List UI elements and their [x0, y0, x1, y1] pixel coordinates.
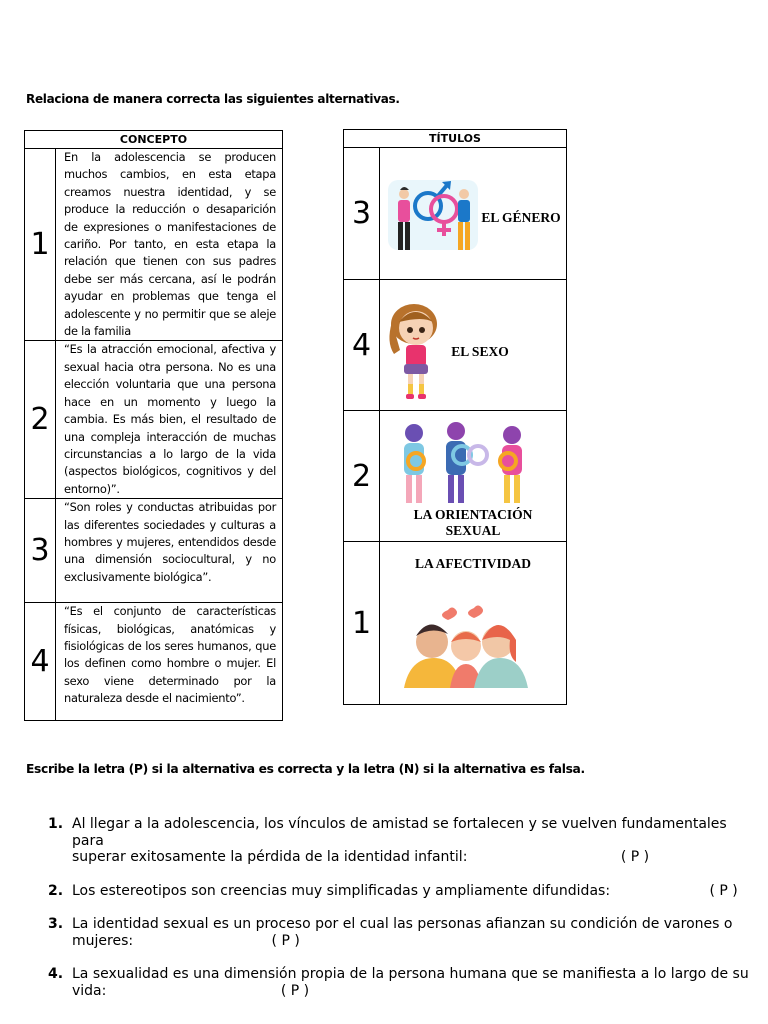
- list-item: [48, 816, 762, 866]
- statement-text: La identidad sexual es un proceso por el cual las personas afianzan su condición de varones o: [72, 916, 733, 932]
- statement-text: superar exitosamente la pérdida de la identidad infantil:: [72, 849, 468, 865]
- titulos-header: TÍTULOS: [344, 130, 567, 148]
- answer-mark: ( P ): [280, 982, 310, 999]
- concepto-text: “Es la atracción emocional, afectiva y sexual hacia otra persona. No es una elección voluntaria que una persona hace en un momento y luego la cambia. Es más bien, el resultado de una compleja interacción de muchas circunstancias a lo largo de la vida (aspectos biológicos, cognitivos y del entorno)”.: [56, 341, 283, 499]
- concepto-text: En la adolescencia se producen muchos cambios, en esta etapa creamos nuestra identidad, y se produce la reducción o desaparición de expresiones o manifestaciones de cariño. Por tanto, en esta etapa la relación que tienen con sus padres debe ser más cercana, así le podrán ayudar en problemas que tenga el adolescente y no permitir que se aleje de la familia: [56, 149, 283, 341]
- girl-illustration: [384, 300, 444, 406]
- titulos-table: [343, 129, 567, 705]
- statement-text: vida:: [72, 982, 107, 999]
- titulo-number: 1: [344, 542, 380, 705]
- concepto-table: [24, 130, 283, 721]
- titulo-number: 4: [344, 280, 380, 411]
- concepto-number: 2: [25, 341, 56, 499]
- item-number: 4.: [48, 966, 64, 982]
- titulo-cell-afectividad: [380, 542, 567, 705]
- titulo-label: EL SEXO: [451, 344, 509, 359]
- titulo-number: 2: [344, 411, 380, 542]
- concepto-number: 4: [25, 603, 56, 721]
- statement-text: La sexualidad es una dimensión propia de la persona humana que se manifiesta a lo largo de su: [72, 966, 749, 982]
- answer-mark: ( P ): [620, 849, 650, 865]
- statements-list: [48, 816, 762, 1016]
- statement-text: Al llegar a la adolescencia, los vínculos de amistad se fortalecen y se vuelven fundamentales para: [72, 816, 727, 849]
- gender-symbols-illustration: [388, 176, 480, 260]
- statement-text: mujeres:: [72, 932, 134, 949]
- item-number: 3.: [48, 916, 64, 932]
- list-item: [48, 916, 762, 949]
- diverse-couples-illustration: [394, 421, 538, 505]
- concepto-header: CONCEPTO: [25, 131, 283, 149]
- statement-text: Los estereotipos son creencias muy simplificadas y ampliamente difundidas:: [72, 882, 611, 899]
- answer-mark: ( P ): [709, 882, 738, 899]
- list-item: [48, 882, 762, 900]
- answer-mark: ( P ): [271, 932, 300, 949]
- titulo-cell-orientacion: [380, 411, 567, 542]
- concepto-number: 3: [25, 499, 56, 603]
- family-kiss-illustration: [400, 604, 536, 688]
- concepto-text: “Son roles y conductas atribuidas por las diferentes sociedades y culturas a hombres y mujeres, entendidos desde una dimensión sociocultural, y no exclusivamente biológica”.: [56, 499, 283, 603]
- titulo-label: EL GÉNERO: [481, 210, 561, 225]
- titulo-label: LA ORIENTACIÓN SEXUAL: [413, 507, 533, 538]
- titulo-label: LA AFECTIVIDAD: [415, 556, 531, 571]
- concepto-number: 1: [25, 149, 56, 341]
- instruction-relate: Relaciona de manera correcta las siguientes alternativas.: [26, 92, 400, 106]
- titulo-cell-sexo: [380, 280, 567, 411]
- instruction-true-false: Escribe la letra (P) si la alternativa es correcta y la letra (N) si la alternativa es falsa.: [26, 762, 585, 776]
- concepto-text: “Es el conjunto de características físicas, biológicas, anatómicas y fisiológicas de los seres humanos, que los definen como hombre o mujer. El sexo viene determinado por la naturaleza desde el nacimiento”.: [56, 603, 283, 721]
- item-number: 2.: [48, 882, 64, 899]
- list-item: [48, 966, 762, 999]
- titulo-number: 3: [344, 148, 380, 280]
- titulo-cell-genero: [380, 148, 567, 280]
- item-number: 1.: [48, 816, 64, 832]
